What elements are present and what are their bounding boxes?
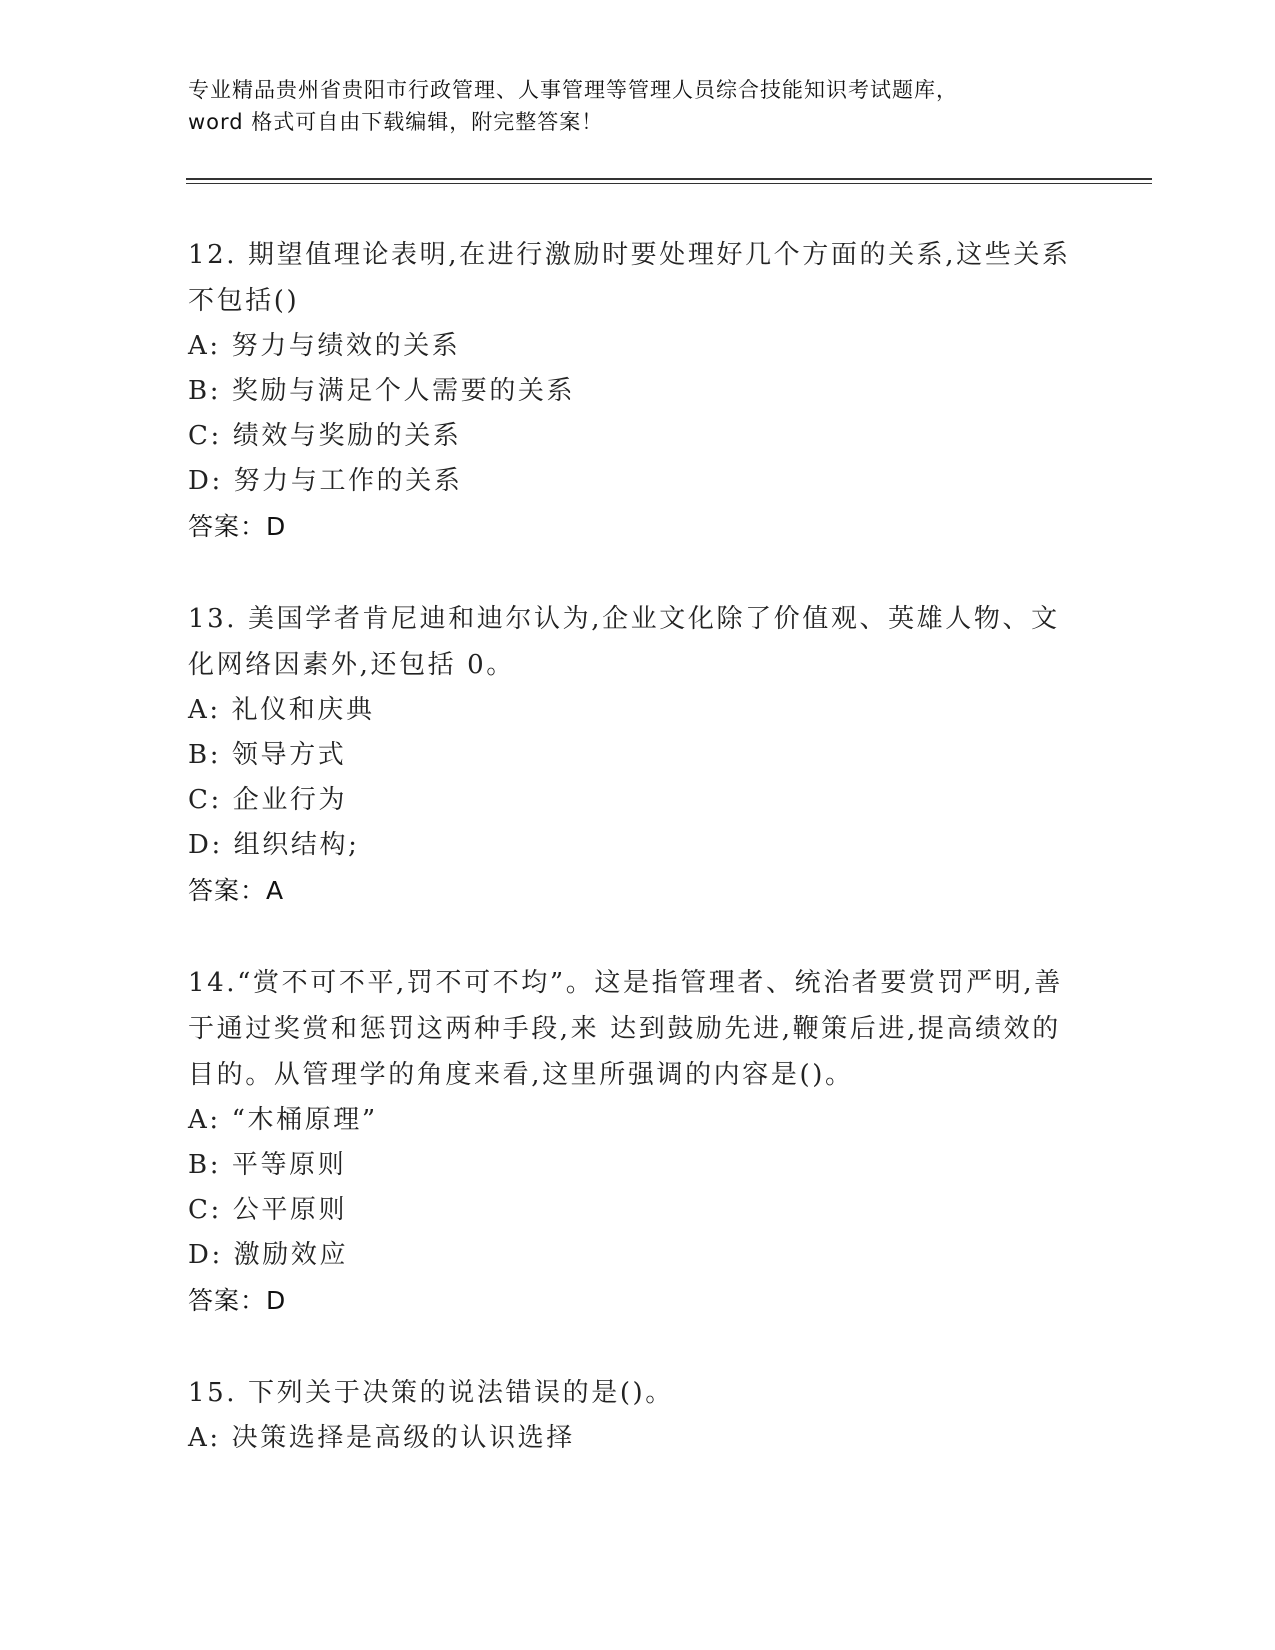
header-line-2: word 格式可自由下载编辑，附完整答案！ [188, 110, 604, 134]
header-divider-thick [186, 178, 1152, 180]
answer-line [188, 868, 1088, 913]
option-a: A: 决策选择是高级的认识选择 [188, 1423, 575, 1453]
answer-value: D [266, 512, 287, 541]
question-stem: 13. 美国学者肯尼迪和迪尔认为,企业文化除了价值观、英雄人物、文化网络因素外,还包括 0。 [188, 604, 1060, 680]
question-13 [188, 596, 1088, 913]
answer-line [188, 504, 1088, 549]
answer-label: 答案 [188, 1286, 241, 1315]
option-b: B: 奖励与满足个人需要的关系 [188, 376, 576, 406]
document-header [188, 74, 1088, 138]
option-a: A: 礼仪和庆典 [188, 695, 375, 725]
option-a: A: 努力与绩效的关系 [188, 331, 461, 361]
header-divider-thin [186, 183, 1152, 184]
answer-label: 答案 [188, 512, 241, 541]
answer-line [188, 1278, 1088, 1323]
answer-value: D [266, 1286, 287, 1315]
question-stem: 15. 下列关于决策的说法错误的是()。 [188, 1378, 674, 1408]
option-d: D: 努力与工作的关系 [188, 466, 463, 496]
question-15 [188, 1370, 1088, 1461]
option-d: D: 激励效应 [188, 1240, 349, 1270]
answer-separator: ： [240, 1286, 267, 1315]
answer-label: 答案 [188, 876, 241, 905]
option-c: C: 绩效与奖励的关系 [188, 421, 462, 451]
question-stem: 14.“赏不可不平,罚不可不均”。这是指管理者、统治者要赏罚严明,善于通过奖赏和惩罚这两种手段,来 达到鼓励先进,鞭策后进,提高绩效的目的。从管理学的角度来看,这里所强调的内容是()。 [188, 968, 1063, 1090]
option-c: C: 公平原则 [188, 1195, 348, 1225]
option-b: B: 平等原则 [188, 1150, 347, 1180]
question-12 [188, 232, 1088, 549]
answer-separator: ： [240, 512, 267, 541]
answer-value: A [266, 876, 285, 905]
question-14 [188, 960, 1088, 1323]
question-stem: 12. 期望值理论表明,在进行激励时要处理好几个方面的关系,这些关系不包括() [188, 240, 1071, 316]
header-line-1: 专业精品贵州省贵阳市行政管理、人事管理等管理人员综合技能知识考试题库， [188, 78, 958, 102]
answer-separator: ： [240, 876, 267, 905]
option-c: C: 企业行为 [188, 785, 348, 815]
option-a: A: “木桶原理” [188, 1105, 378, 1135]
question-list [188, 232, 1088, 1508]
option-d: D: 组织结构; [188, 830, 360, 860]
option-b: B: 领导方式 [188, 740, 347, 770]
